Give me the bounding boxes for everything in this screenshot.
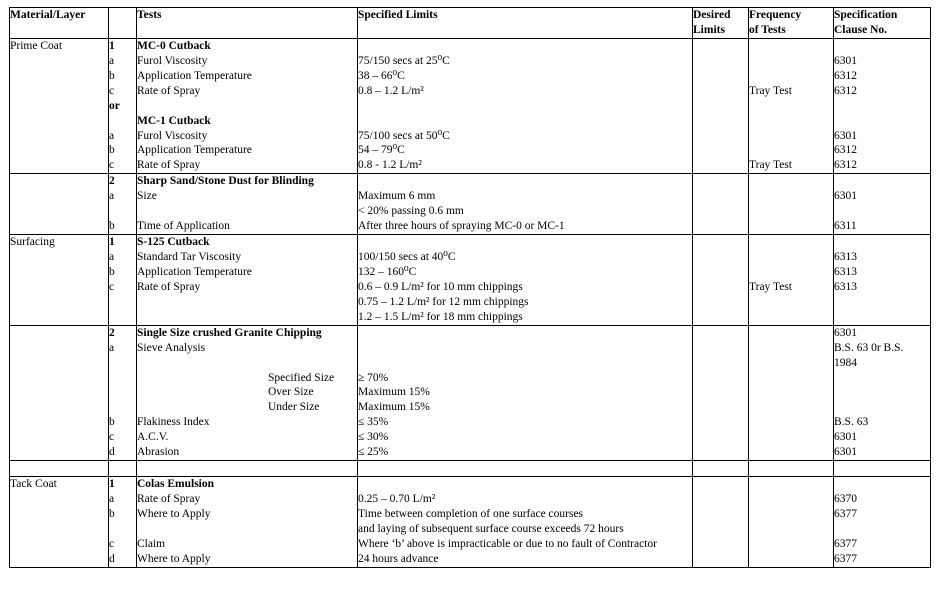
- item-number-cell: [109, 235, 137, 326]
- test-line: Furol Viscosity: [137, 129, 208, 142]
- specified-limits-list: [358, 174, 692, 234]
- item-number-list: 1 a b c d: [109, 478, 115, 565]
- limit-line: 24 hours advance: [358, 552, 439, 565]
- item-number-list: 1 a b c: [109, 236, 115, 293]
- limit-line: ≥ 70%: [358, 371, 389, 384]
- spacer-cell: [358, 461, 693, 477]
- test-line: Application Temperature: [137, 265, 252, 278]
- frequency-list: [749, 235, 833, 325]
- frequency-line: Tray Test: [749, 84, 792, 97]
- frequency-line: Tray Test: [749, 280, 792, 293]
- tests-list: [137, 326, 357, 460]
- tests-cell: [137, 325, 358, 460]
- test-line: Standard Tar Viscosity: [137, 251, 242, 263]
- material-layer-cell: Tack Coat: [10, 477, 109, 568]
- table-row: [10, 325, 931, 460]
- item-number-cell: [109, 477, 137, 568]
- table-row: [10, 235, 931, 326]
- test-line: Under Size: [268, 401, 320, 414]
- test-line: Over Size: [268, 386, 314, 399]
- clause-line: 6313: [834, 265, 857, 278]
- limit-line: Time between completion of one surface courses: [358, 507, 584, 520]
- clause-line: 6301: [834, 431, 857, 444]
- test-line: Flakiness Index: [137, 416, 210, 429]
- test-line: Abrasion: [137, 446, 180, 459]
- specification-clause-cell: [834, 325, 931, 460]
- test-line: Time of Application: [137, 220, 230, 233]
- clause-line: 6370: [834, 493, 857, 505]
- limit-line: < 20% passing 0.6 mm: [358, 205, 464, 218]
- test-line: Application Temperature: [137, 144, 252, 157]
- clause-line: B.S. 63 0r B.S.: [834, 341, 904, 354]
- test-line: Claim: [137, 537, 166, 550]
- material-layer-cell: [10, 174, 109, 235]
- limit-line: 0.25 – 0.70 L/m²: [358, 493, 436, 505]
- tests-list: [137, 477, 357, 567]
- spacer-cell: [109, 461, 137, 477]
- clause-line: 6377: [834, 507, 857, 520]
- limit-line: Maximum 15%: [358, 386, 430, 399]
- limit-line: ≤ 25%: [358, 446, 389, 459]
- clause-list: [834, 174, 930, 234]
- frequency-of-tests-cell: [749, 38, 834, 173]
- test-line: S-125 Cutback: [137, 236, 210, 249]
- limit-line: 0.8 - 1.2 L/m²: [358, 159, 422, 172]
- specified-limits-list: [358, 39, 692, 173]
- test-line: Sharp Sand/Stone Dust for Blinding: [137, 175, 314, 188]
- specification-clause-cell: [834, 174, 931, 235]
- col-header-clause: Specification Clause No.: [834, 8, 931, 39]
- limit-line: Maximum 6 mm: [358, 190, 436, 203]
- table-row: [10, 38, 931, 173]
- clause-line: 6312: [834, 159, 857, 172]
- clause-line: 6301: [834, 446, 857, 459]
- item-number-list: 1 a b c or a b c: [109, 39, 120, 172]
- limit-line: After three hours of spraying MC-0 or MC-1: [358, 220, 565, 233]
- limit-line: 0.75 – 1.2 L/m² for 12 mm chippings: [358, 295, 529, 308]
- spacer-cell: [834, 461, 931, 477]
- tests-cell: [137, 235, 358, 326]
- specified-limits-cell: [358, 235, 693, 326]
- desired-limits-cell: [693, 235, 749, 326]
- clause-list: [834, 477, 930, 567]
- clause-line: 6301: [834, 129, 857, 142]
- specification-clause-cell: [834, 477, 931, 568]
- clause-line: 1984: [834, 356, 857, 369]
- col-header-desired-limits: Desired Limits: [693, 8, 749, 39]
- clause-line: 6377: [834, 552, 857, 565]
- limit-line: ≤ 35%: [358, 416, 389, 429]
- item-number-list: 2 a b c d: [109, 326, 115, 459]
- limit-line: Where ‘b’ above is impracticable or due to no fault of Contractor: [358, 537, 657, 550]
- frequency-list: [749, 39, 833, 173]
- spacer-cell: [749, 461, 834, 477]
- spacer-cell: [10, 461, 109, 477]
- desired-limits-cell: [693, 477, 749, 568]
- spacer-cell: [693, 461, 749, 477]
- limit-line: and laying of subsequent surface course exceeds 72 hours: [358, 522, 624, 535]
- clause-line: 6312: [834, 84, 857, 97]
- clause-line: 6312: [834, 144, 857, 157]
- specified-limits-cell: [358, 38, 693, 173]
- limit-line: 0.6 – 0.9 L/m² for 10 mm chippings: [358, 280, 523, 293]
- frequency-line: Tray Test: [749, 159, 792, 172]
- limit-line: 75/150 secs at 25⁰C: [358, 54, 450, 67]
- col-header-item-number: [109, 8, 137, 39]
- test-line: Where to Apply: [137, 552, 211, 565]
- frequency-of-tests-cell: [749, 174, 834, 235]
- clause-line: 6313: [834, 251, 857, 263]
- limit-line: 38 – 66⁰C: [358, 69, 405, 82]
- test-line: A.C.V.: [137, 431, 169, 444]
- col-header-material: Material/Layer: [10, 8, 109, 39]
- limit-line: 54 – 79⁰C: [358, 144, 405, 157]
- table-spacer-row: [10, 461, 931, 477]
- specified-limits-list: [358, 477, 692, 567]
- clause-line: 6301: [834, 190, 857, 203]
- limit-line: 132 – 160⁰C: [358, 265, 417, 278]
- test-line: Rate of Spray: [137, 493, 201, 505]
- limit-line: 75/100 secs at 50⁰C: [358, 129, 450, 142]
- tests-cell: [137, 477, 358, 568]
- test-line: Colas Emulsion: [137, 478, 215, 491]
- tests-cell: [137, 38, 358, 173]
- test-line: Single Size crushed Granite Chipping: [137, 326, 322, 339]
- material-layer-cell: Prime Coat: [10, 38, 109, 173]
- spacer-cell: [137, 461, 358, 477]
- limit-line: 1.2 – 1.5 L/m² for 18 mm chippings: [358, 310, 523, 323]
- tests-cell: [137, 174, 358, 235]
- specification-clause-cell: [834, 38, 931, 173]
- material-layer-cell: Surfacing: [10, 235, 109, 326]
- item-number-cell: [109, 325, 137, 460]
- test-line: Specified Size: [268, 371, 335, 384]
- test-line: Rate of Spray: [137, 159, 201, 172]
- frequency-of-tests-cell: [749, 477, 834, 568]
- table-row: [10, 174, 931, 235]
- limit-line: Maximum 15%: [358, 401, 430, 414]
- clause-line: 6301: [834, 326, 857, 339]
- desired-limits-cell: [693, 38, 749, 173]
- col-header-tests: Tests: [137, 8, 358, 39]
- specified-limits-cell: [358, 477, 693, 568]
- desired-limits-cell: [693, 325, 749, 460]
- desired-limits-cell: [693, 174, 749, 235]
- limit-line: ≤ 30%: [358, 431, 389, 444]
- clause-line: B.S. 63: [834, 416, 869, 429]
- test-line: Rate of Spray: [137, 280, 201, 293]
- limit-line: 0.8 – 1.2 L/m²: [358, 84, 424, 97]
- table-row: [10, 477, 931, 568]
- tests-list: [137, 39, 357, 173]
- table-header-row: [10, 8, 931, 39]
- clause-line: 6313: [834, 280, 857, 293]
- tests-list: [137, 174, 357, 234]
- test-line: MC-1 Cutback: [137, 114, 211, 127]
- test-line: Rate of Spray: [137, 84, 201, 97]
- clause-line: 6377: [834, 537, 857, 550]
- test-line: MC-0 Cutback: [137, 39, 211, 52]
- specified-limits-cell: [358, 174, 693, 235]
- item-number-list: 2 a b: [109, 175, 115, 233]
- col-header-frequency: Frequency of Tests: [749, 8, 834, 39]
- specified-limits-list: [358, 235, 692, 325]
- specification-table: [9, 7, 931, 568]
- material-layer-cell: [10, 325, 109, 460]
- clause-line: 6301: [834, 54, 857, 67]
- limit-line: 100/150 secs at 40⁰C: [358, 251, 456, 263]
- frequency-of-tests-cell: [749, 235, 834, 326]
- item-number-cell: [109, 174, 137, 235]
- specification-clause-cell: [834, 235, 931, 326]
- clause-list: [834, 235, 930, 325]
- tests-list: [137, 235, 357, 325]
- item-number-cell: [109, 38, 137, 173]
- clause-line: 6312: [834, 69, 857, 82]
- clause-list: [834, 39, 930, 173]
- test-line: Application Temperature: [137, 69, 252, 82]
- clause-line: 6311: [834, 220, 857, 233]
- test-line: Size: [137, 190, 157, 203]
- frequency-of-tests-cell: [749, 325, 834, 460]
- clause-list: [834, 326, 930, 460]
- specified-limits-list: [358, 326, 692, 460]
- test-line: Furol Viscosity: [137, 54, 208, 67]
- test-line: Where to Apply: [137, 507, 211, 520]
- test-line: Sieve Analysis: [137, 341, 206, 354]
- col-header-specified-limits: Specified Limits: [358, 8, 693, 39]
- specified-limits-cell: [358, 325, 693, 460]
